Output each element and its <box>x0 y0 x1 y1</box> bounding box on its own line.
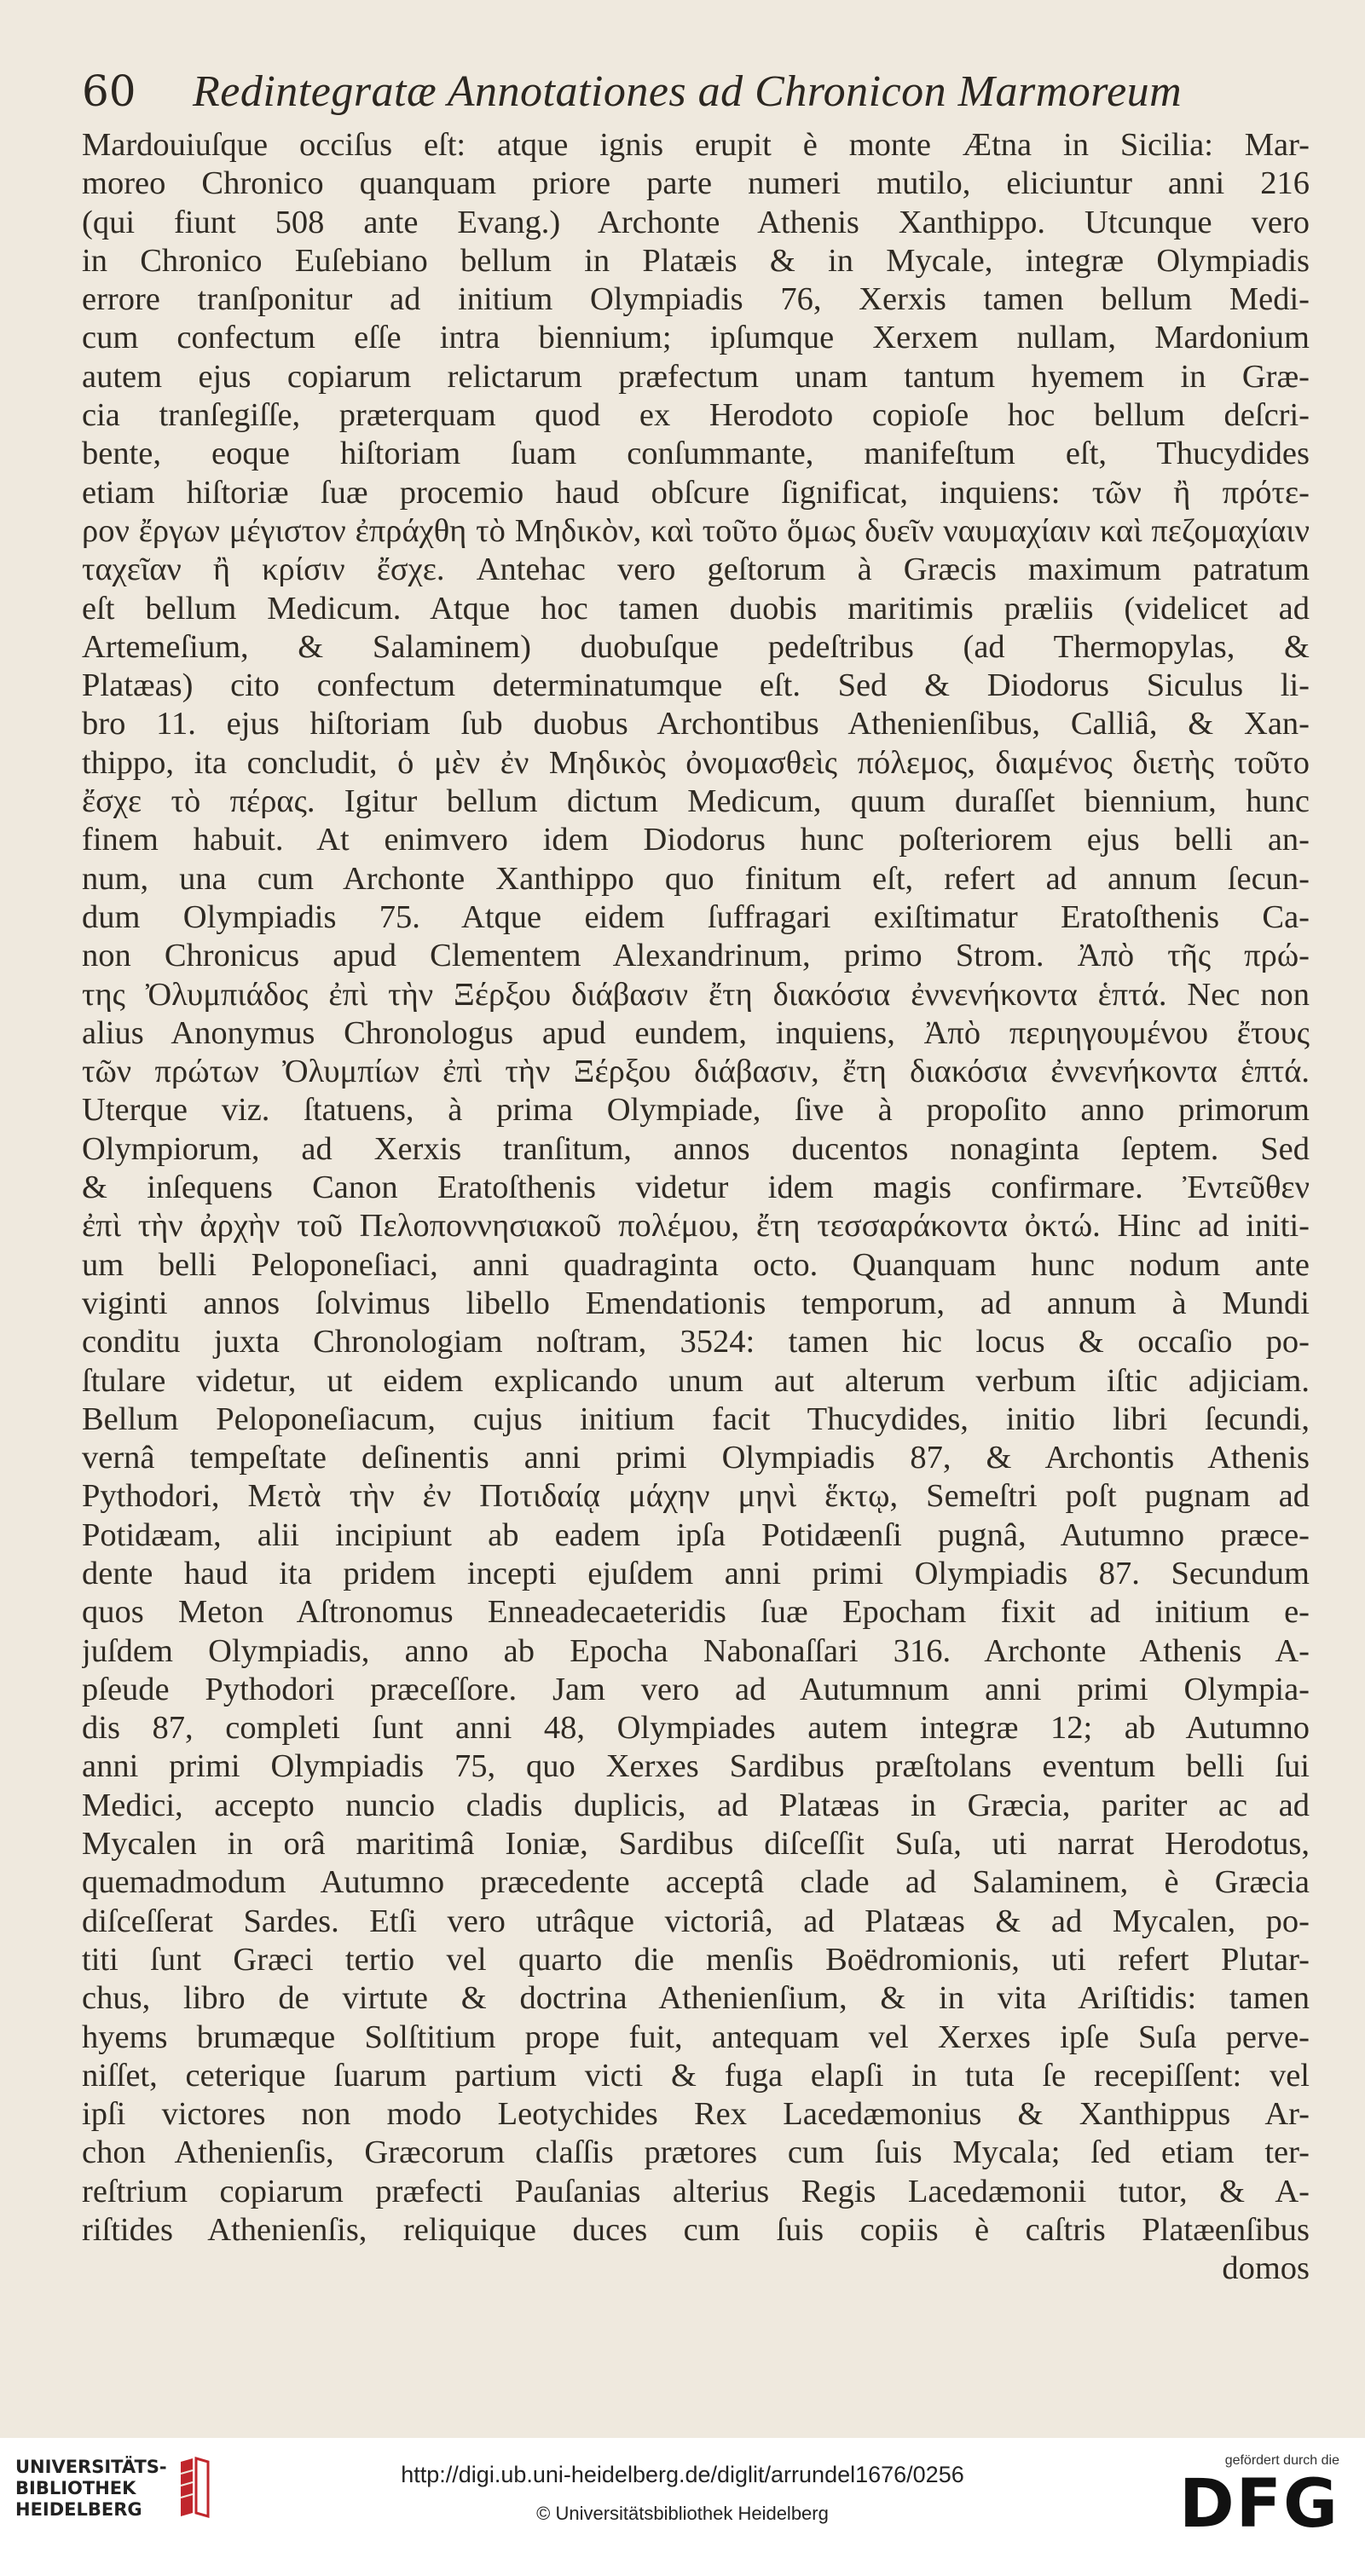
text-line: τῶν πρώτων Ὀλυμπίων ἐπὶ τὴν Ξέρξου διάβασιν, ἔτη διακόσια ἐννενήκοντα ἑπτά. <box>82 1054 1310 1090</box>
text-line: anni primi Olympiadis 75, quo Xerxes Sardibus præſtolans eventum belli ſui <box>82 1748 1310 1785</box>
text-line: Platæas) cito confectum determinatumque eſt. Sed & Diodorus Siculus li- <box>82 667 1310 704</box>
page-header <box>82 66 1318 126</box>
text-line: bente, eoque hiſtoriam ſuam conſummante, manifeſtum eſt, Thucydides <box>82 436 1310 472</box>
page-url-link[interactable]: http://digi.ub.uni-heidelberg.de/diglit/arrundel1676/0256 <box>401 2462 964 2487</box>
running-title: Redintegratæ Annotationes ad Chronicon Marmoreum <box>193 67 1183 116</box>
text-line: Bellum Peloponeſiacum, cujus initium facit Thucydides, initio libri ſecundi, <box>82 1401 1310 1437</box>
text-line: Potidæam, alii incipiunt ab eadem ipſa Potidæenſi pugnâ, Autumno præce- <box>82 1516 1310 1553</box>
text-line: cum confectum eſſe intra biennium; ipſumque Xerxem nullam, Mardonium <box>82 320 1310 356</box>
text-line: της Ὀλυμπιάδος ἐπὶ τὴν Ξέρξου διάβασιν ἔτη διακόσια ἐννενήκοντα ἑπτά. Nec non <box>82 976 1310 1013</box>
footer-bar <box>0 2438 1365 2576</box>
text-line: ipſi victores non modo Leotychides Rex Lacedæmonius & Xanthippus Ar- <box>82 2096 1310 2133</box>
library-name-line: UNIVERSITÄTS- <box>15 2457 167 2477</box>
text-line: ἔσχε τὸ πέρας. Igitur bellum dictum Medicum, quum duraſſet biennium, hunc <box>82 783 1310 820</box>
text-line: num, una cum Archonte Xanthippo quo finitum eſt, refert ad annum ſecun- <box>82 860 1310 897</box>
text-line: juſdem Olympiadis, anno ab Epocha Nabonaſſari 316. Archonte Athenis A- <box>82 1632 1310 1669</box>
text-line: finem habuit. At enimvero idem Diodorus hunc poſteriorem ejus belli an- <box>82 822 1310 858</box>
text-line: titi ſunt Græci tertio vel quarto die menſis Boëdromionis, uti refert Plutar- <box>82 1941 1310 1978</box>
text-line: um belli Peloponeſiaci, anni quadraginta octo. Quanquam hunc nodum ante <box>82 1246 1310 1283</box>
library-name-line: BIBLIOTHEK <box>15 2478 136 2498</box>
text-line: conditu juxta Chronologiam noſtram, 3524: tamen hic locus & occaſio po- <box>82 1324 1310 1360</box>
page-number: 60 <box>82 66 136 116</box>
text-line: & inſequens Canon Eratoſthenis videtur idem magis confirmare. Ἐντεῦθεν <box>82 1170 1310 1206</box>
text-line: non Chronicus apud Clementem Alexandrinum, primo Strom. Ἀπὸ τῆς πρώ- <box>82 938 1310 974</box>
dfg-logo-icon: DFG <box>1178 2466 1339 2543</box>
body-text <box>82 126 1310 2377</box>
funder-caption: gefördert durch die <box>1224 2453 1339 2468</box>
text-line: Artemeſium, & Salaminem) duobuſque pedeſtribus (ad Thermopylas, & <box>82 628 1310 665</box>
text-line: chus, libro de virtute & doctrina Athenienſium, & in vita Ariſtidis: tamen <box>82 1980 1310 2017</box>
library-name-line: HEIDELBERG <box>15 2499 142 2520</box>
text-line: quemadmodum Autumno præcedente acceptâ clade ad Salaminem, è Græcia <box>82 1864 1310 1901</box>
text-line: quos Meton Aſtronomus Enneadecaeteridis ſuæ Epocham fixit ad initium e- <box>82 1594 1310 1631</box>
text-line: etiam hiſtoriæ ſuæ procemio haud obſcure ſignificat, inquiens: τῶν ἢ πρότε- <box>82 474 1310 511</box>
text-line: ſtulare videtur, ut eidem explicando unum aut alterum verbum iſtic adjiciam. <box>82 1362 1310 1399</box>
text-line: pſeude Pythodori præceſſore. Jam vero ad Autumnum anni primi Olympia- <box>82 1671 1310 1707</box>
text-line: thippo, ita concludit, ὁ μὲν ἐν Μηδικὸς ὀνομασθεὶς πόλεμος, διαμένος διετὴς τοῦτο <box>82 744 1310 781</box>
text-line: ρον ἔργων μέγιστον ἐπράχθη τὸ Μηδικὸν, καὶ τοῦτο ὅμως δυεῖν ναυμαχίαιν καὶ πεζομαχίαιν <box>82 512 1310 549</box>
text-line: moreo Chronico quanquam priore parte numeri mutilo, eliciuntur anni 216 <box>82 165 1310 202</box>
text-line: Mardouiuſque occiſus eſt: atque ignis erupit è monte Ætna in Sicilia: Mar- <box>82 127 1310 163</box>
text-line: cia tranſegiſſe, præterquam quod ex Herodoto copioſe hoc bellum deſcri- <box>82 397 1310 434</box>
funder-logo[interactable] <box>1178 2453 1339 2543</box>
text-line: dis 87, completi ſunt anni 48, Olympiades autem integræ 12; ab Autumno <box>82 1710 1310 1747</box>
text-line: in Chronico Euſebiano bellum in Platæis & in Mycale, integræ Olympiadis <box>82 242 1310 279</box>
text-line: hyems brumæque Solſtitium prope fuit, antequam vel Xerxes ipſe Suſa perve- <box>82 2019 1310 2055</box>
text-line: Medici, accepto nuncio cladis duplicis, ad Platæas in Græcia, pariter ac ad <box>82 1787 1310 1823</box>
text-line: ἐπὶ τὴν ἀρχὴν τοῦ Πελοποννησιακοῦ πολέμου, ἔτη τεσσαράκοντα ὀκτώ. Hinc ad initi- <box>82 1208 1310 1245</box>
text-line: dum Olympiadis 75. Atque eidem ſuffragari exiſtimatur Eratoſthenis Ca- <box>82 898 1310 935</box>
text-line: vernâ tempeſtate deſinentis anni primi Olympiadis 87, & Archontis Athenis <box>82 1440 1310 1476</box>
text-line: riſtides Athenienſis, reliquique duces cum ſuis copiis è caſtris Platæenſibus <box>82 2212 1310 2249</box>
text-line: Mycalen in orâ maritimâ Ioniæ, Sardibus diſceſſit Suſa, uti narrat Herodotus, <box>82 1826 1310 1863</box>
text-line: ταχεῖαν ἢ κρίσιν ἔσχε. Antehac vero geſtorum à Græcis maximum patratum <box>82 552 1310 588</box>
text-line: dente haud ita pridem incepti ejuſdem anni primi Olympiadis 87. Secundum <box>82 1555 1310 1591</box>
text-line: diſceſſerat Sardes. Etſi vero utrâque victoriâ, ad Platæas & ad Mycalen, po- <box>82 1903 1310 1939</box>
text-line: viginti annos ſolvimus libello Emendationis temporum, ad annum à Mundi <box>82 1285 1310 1321</box>
text-line: Pythodori, Μετὰ τὴν ἐν Ποτιδαίᾳ μάχην μηνὶ ἕκτῳ, Semeſtri poſt pugnam ad <box>82 1478 1310 1515</box>
text-line: Uterque viz. ſtatuens, à prima Olympiade, ſive à propoſito anno primorum <box>82 1092 1310 1129</box>
text-line: niſſet, ceterique ſuarum partium victi & fuga elapſi in tuta ſe recepiſſent: vel <box>82 2057 1310 2094</box>
text-line: (qui fiunt 508 ante Evang.) Archonte Athenis Xanthippo. Utcunque vero <box>82 204 1310 240</box>
copyright-notice: © Universitätsbibliothek Heidelberg <box>536 2503 829 2524</box>
text-line: reſtrium copiarum præfecti Pauſanias alterius Regis Lacedæmonii tutor, & A- <box>82 2173 1310 2209</box>
text-line: eſt bellum Medicum. Atque hoc tamen duobis maritimis præliis (videlicet ad <box>82 590 1310 627</box>
text-line: chon Athenienſis, Græcorum claſſis prætores cum ſuis Mycala; ſed etiam ter- <box>82 2134 1310 2171</box>
text-line: autem ejus copiarum relictarum præfectum unam tantum hyemem in Græ- <box>82 358 1310 395</box>
catchword: domos <box>1222 2250 1310 2287</box>
text-line: Olympiorum, ad Xerxis tranſitum, annos ducentos nonaginta ſeptem. Sed <box>82 1130 1310 1167</box>
text-line: bro 11. ejus hiſtoriam ſub duobus Archontibus Athenienſibus, Calliâ, & Xan- <box>82 706 1310 742</box>
text-line: errore tranſponitur ad initium Olympiadis 76, Xerxis tamen bellum Medi- <box>82 281 1310 318</box>
text-line: alius Anonymus Chronologus apud eundem, inquiens, Ἀπὸ περιηγουμένου ἔτους <box>82 1014 1310 1051</box>
